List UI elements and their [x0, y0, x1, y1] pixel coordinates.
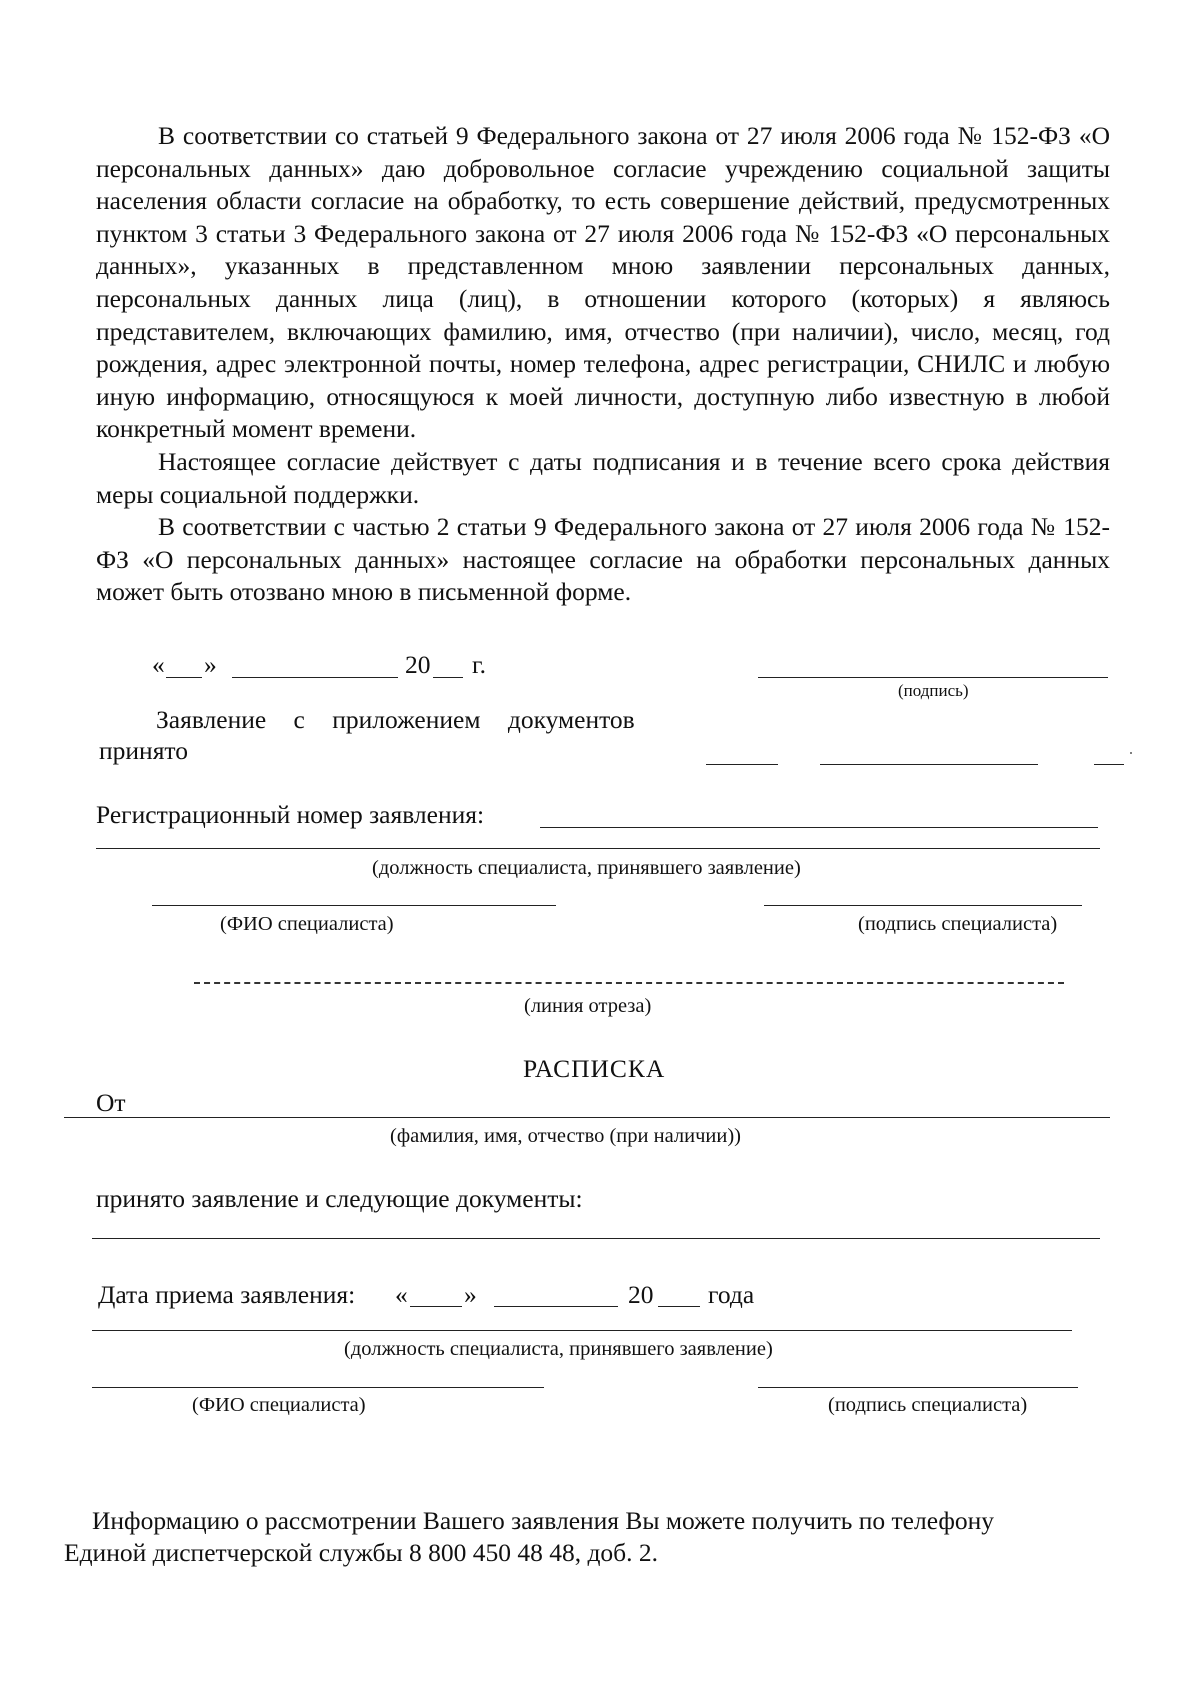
footer-line-1: Информацию о рассмотрении Вашего заявления Вы можете получить по телефону [92, 1506, 995, 1535]
receipt-documents-line [92, 1238, 1100, 1239]
consent-paragraph-2: Настоящее согласие действует с даты подписания и в течение всего срока действия меры социальной поддержки. [96, 446, 1110, 509]
cut-line [194, 982, 1064, 984]
receipt-signature-caption: (подпись специалиста) [828, 1394, 1028, 1416]
consent-paragraph-1: В соответствии со статьей 9 Федерального закона от 27 июля 2006 года № 152-ФЗ «О персональных данных» даю добровольное согласие учреждению социальной защиты населения области согласие на обработку, то есть совершение действий, предусмотренных пунктом 3 статьи 3 Федерального закона от 27 июля 2006 года № 152-ФЗ «О персональных данных», указанных в представленном мною заявлении персональных данных, персональных данных лица (лиц), в отношении которого (которых) я являюсь представителем, включающих фамилию, имя, отчество (при наличии), число, месяц, год рождения, адрес электронной почты, номер телефона, адрес регистрации, СНИЛС и любую иную информацию, относящуюся к моей личности, доступную либо известную в любой конкретный момент времени. [96, 121, 1110, 444]
consent-block [96, 120, 1110, 609]
date-month-blank [232, 677, 398, 678]
receipt-signature-line [758, 1387, 1078, 1388]
receipt-from-label: От [96, 1088, 126, 1117]
footer-line-2: Единой диспетчерской службы 8 800 450 48 48, доб. 2. [64, 1538, 659, 1567]
receipt-year-word: года [708, 1280, 755, 1309]
position-line [96, 848, 1100, 849]
specialist-signature-line [764, 905, 1082, 906]
receipt-date-close-quote: » [464, 1280, 477, 1309]
date-open-quote: « [152, 650, 165, 679]
acceptance-line-2: принято [99, 736, 188, 765]
receipt-day-blank [410, 1306, 462, 1307]
receipt-year-prefix: 20 [628, 1280, 654, 1309]
receipt-position-caption: (должность специалиста, принявшего заявление) [344, 1338, 773, 1360]
receipt-month-blank [494, 1306, 618, 1307]
date-day-blank [166, 677, 202, 678]
acceptance-blank-3 [1094, 764, 1124, 765]
date-close-quote: » [204, 650, 217, 679]
fio-caption: (ФИО специалиста) [220, 913, 394, 935]
signature-line [758, 677, 1108, 678]
cut-line-caption: (линия отреза) [524, 995, 652, 1017]
registration-label: Регистрационный номер заявления: [96, 800, 485, 829]
receipt-year-blank [658, 1306, 700, 1307]
receipt-fio-caption: (фамилия, имя, отчество (при наличии)) [390, 1125, 741, 1147]
receipt-from-line [64, 1117, 1110, 1118]
specialist-signature-caption: (подпись специалиста) [858, 913, 1058, 935]
receipt-fio-specialist-caption: (ФИО специалиста) [192, 1394, 366, 1416]
receipt-position-line [92, 1330, 1072, 1331]
acceptance-blank-1 [706, 764, 778, 765]
fio-line [152, 905, 556, 906]
receipt-date-open-quote: « [395, 1280, 408, 1309]
acceptance-blank-2 [820, 764, 1038, 765]
consent-paragraph-3: В соответствии с частью 2 статьи 9 Федерального закона от 27 июля 2006 года № 152-ФЗ «О персональных данных» настоящее согласие на обработки персональных данных может быть отозвано мною в письменной форме. [96, 512, 1110, 607]
registration-number-line [540, 827, 1098, 828]
date-year-blank [433, 677, 463, 678]
receipt-title: РАСПИСКА [523, 1054, 666, 1083]
receipt-documents-label: принято заявление и следующие документы: [96, 1184, 583, 1213]
position-caption: (должность специалиста, принявшего заявление) [372, 857, 801, 879]
acceptance-line-1: Заявление с приложением документов [156, 705, 635, 734]
date-year-prefix: 20 [405, 650, 431, 679]
date-year-suffix: г. [472, 650, 486, 679]
receipt-date-label: Дата приема заявления: [98, 1280, 356, 1309]
signature-caption: (подпись) [898, 681, 969, 700]
receipt-fio-line [92, 1387, 544, 1388]
scan-speck [1130, 752, 1132, 754]
